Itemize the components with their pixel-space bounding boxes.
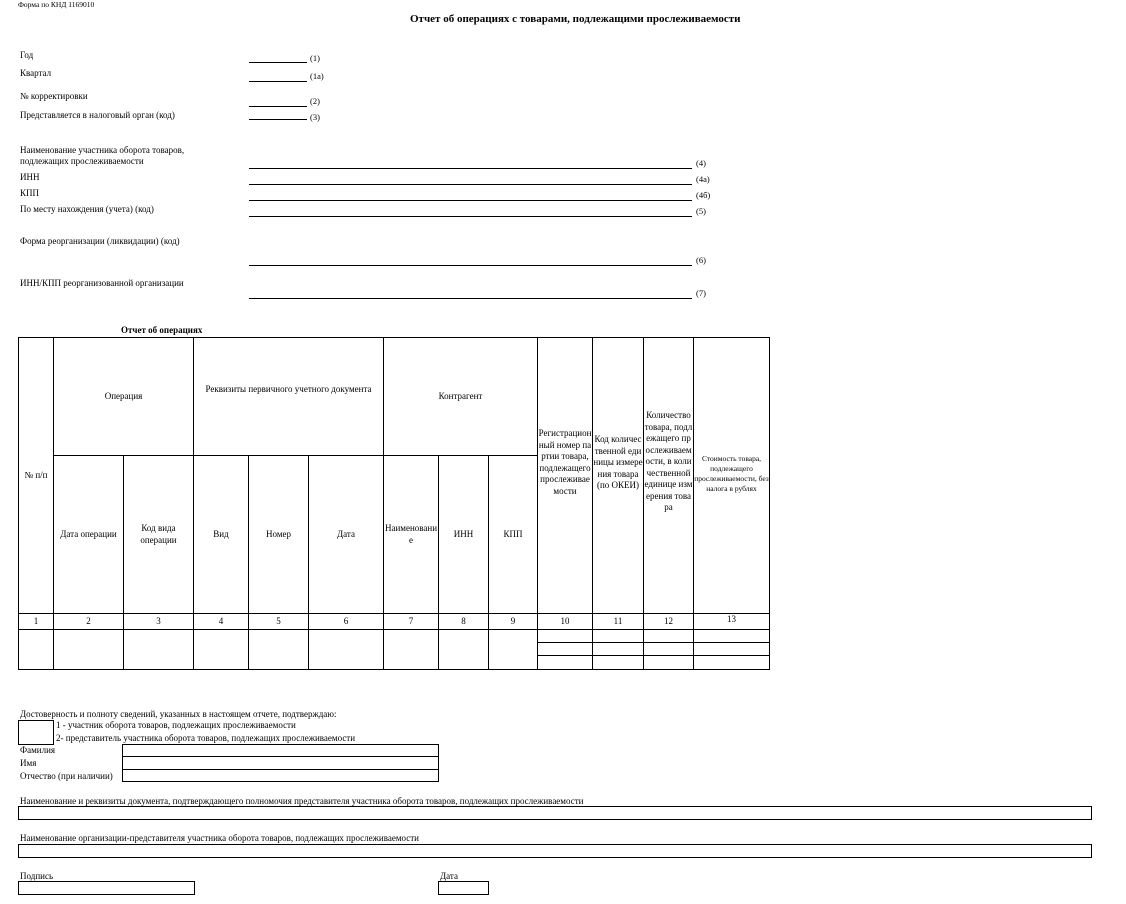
- col-number: 11: [593, 614, 644, 630]
- name-field[interactable]: [122, 756, 439, 770]
- table-cell[interactable]: [644, 656, 694, 670]
- table-cell[interactable]: [694, 656, 770, 670]
- reorg-code: (6): [696, 255, 706, 265]
- col-number: 13: [694, 614, 770, 630]
- authority-doc-label: Наименование и реквизиты документа, подтверждающего полномочия представителя участника оборота товаров, подлежащих прослеживаемости: [20, 796, 584, 806]
- col-number: 6: [309, 614, 384, 630]
- inn-code: (4а): [696, 174, 710, 184]
- table-cell[interactable]: [249, 630, 309, 670]
- table-cell[interactable]: [593, 656, 644, 670]
- form-code: Форма по КНД 1169010: [18, 0, 95, 9]
- document-group-header: Реквизиты первичного учетного документа: [194, 338, 384, 456]
- col-cp-name-header: Наименование: [384, 456, 439, 614]
- location-code: (5): [696, 206, 706, 216]
- table-cell[interactable]: [644, 630, 694, 643]
- col-number: 10: [538, 614, 593, 630]
- col-number: 12: [644, 614, 694, 630]
- column-numbers-row: [19, 614, 770, 630]
- tax-authority-code: (3): [310, 112, 320, 122]
- col-number: 9: [489, 614, 538, 630]
- col-okei-header: Код количественной единицы измерения товара (по ОКЕИ): [593, 338, 644, 614]
- table-cell[interactable]: [644, 643, 694, 656]
- representative-org-label: Наименование организации-представителя участника оборота товаров, подлежащих прослеживаемости: [20, 833, 419, 843]
- col-cp-inn-header: ИНН: [439, 456, 489, 614]
- date-field[interactable]: [438, 881, 489, 895]
- quarter-field[interactable]: [249, 81, 307, 82]
- col-np-header: № п/п: [19, 338, 54, 614]
- table-cell[interactable]: [194, 630, 249, 670]
- reorg-label: Форма реорганизации (ликвидации) (код): [20, 236, 180, 246]
- col-number: 5: [249, 614, 309, 630]
- date-label: Дата: [440, 871, 458, 881]
- col-doc-date-header: Дата: [309, 456, 384, 614]
- confirm-intro: Достоверность и полноту сведений, указанных в настоящем отчете, подтверждаю:: [20, 709, 337, 719]
- table-cell[interactable]: [593, 643, 644, 656]
- reorg-inn-field[interactable]: [249, 298, 692, 299]
- table-cell[interactable]: [19, 630, 54, 670]
- year-field[interactable]: [249, 62, 307, 63]
- table-cell[interactable]: [309, 630, 384, 670]
- participant-name-code: (4): [696, 158, 706, 168]
- kpp-field[interactable]: [249, 200, 692, 201]
- participant-name-label-2: подлежащих прослеживаемости: [20, 156, 144, 166]
- reorg-inn-code: (7): [696, 288, 706, 298]
- authority-doc-field[interactable]: [18, 806, 1092, 820]
- correction-code: (2): [310, 96, 320, 106]
- col-op-code-header: Код вида операции: [124, 456, 194, 614]
- quarter-label: Квартал: [20, 68, 52, 78]
- tax-authority-label: Представляется в налоговый орган (код): [20, 110, 175, 120]
- table-cell[interactable]: [694, 643, 770, 656]
- page-title: Отчет об операциях с товарами, подлежащими прослеживаемости: [410, 13, 741, 25]
- col-number: 3: [124, 614, 194, 630]
- patronymic-label: Отчество (при наличии): [20, 771, 113, 781]
- year-label: Год: [20, 50, 34, 60]
- operations-table: [18, 337, 770, 670]
- surname-label: Фамилия: [20, 745, 56, 755]
- col-reg-header: Регистрационный номер партии товара, подлежащего прослеживаемости: [538, 338, 593, 614]
- table-cell[interactable]: [694, 630, 770, 643]
- table-cell[interactable]: [124, 630, 194, 670]
- location-field[interactable]: [249, 216, 692, 217]
- table-cell[interactable]: [538, 656, 593, 670]
- table-caption: Отчет об операциях: [121, 325, 203, 335]
- table-cell[interactable]: [538, 630, 593, 643]
- signer-option-1: 1 - участник оборота товаров, подлежащих прослеживаемости: [56, 720, 296, 730]
- col-number: 4: [194, 614, 249, 630]
- correction-field[interactable]: [249, 106, 307, 107]
- representative-org-field[interactable]: [18, 844, 1092, 858]
- participant-name-label-1: Наименование участника оборота товаров,: [20, 145, 185, 155]
- table-cell[interactable]: [489, 630, 538, 670]
- counterparty-group-header: Контрагент: [384, 338, 538, 456]
- col-number: 8: [439, 614, 489, 630]
- col-number: 2: [54, 614, 124, 630]
- reorg-inn-label: ИНН/КПП реорганизованной организации: [20, 278, 184, 288]
- signer-option-2: 2- представитель участника оборота товаров, подлежащих прослеживаемости: [56, 733, 356, 743]
- col-cost-header: Стоимость товара, подлежащего прослеживаемости, без налога в рублях: [694, 338, 770, 614]
- col-cp-kpp-header: КПП: [489, 456, 538, 614]
- table-cell[interactable]: [538, 643, 593, 656]
- table-cell[interactable]: [593, 630, 644, 643]
- signature-field[interactable]: [18, 881, 195, 895]
- col-qty-header: Количество товара, подлежащего прослеживаемости, в количественной единице измерения товара: [644, 338, 694, 614]
- correction-label: № корректировки: [20, 91, 88, 101]
- year-code: (1): [310, 53, 320, 63]
- table-cell[interactable]: [384, 630, 439, 670]
- inn-label: ИНН: [20, 172, 40, 182]
- location-label: По месту нахождения (учета) (код): [20, 204, 154, 214]
- signature-label: Подпись: [20, 871, 54, 881]
- tax-authority-field[interactable]: [249, 119, 307, 120]
- col-number: 1: [19, 614, 54, 630]
- inn-field[interactable]: [249, 184, 692, 185]
- participant-name-field[interactable]: [249, 168, 692, 169]
- col-op-date-header: Дата операции: [54, 456, 124, 614]
- table-cell[interactable]: [54, 630, 124, 670]
- col-number: 7: [384, 614, 439, 630]
- patronymic-field[interactable]: [122, 769, 439, 782]
- table-cell[interactable]: [439, 630, 489, 670]
- quarter-code: (1а): [310, 71, 324, 81]
- kpp-code: (4б): [696, 190, 711, 200]
- signer-type-box[interactable]: [18, 720, 54, 745]
- col-doc-type-header: Вид: [194, 456, 249, 614]
- kpp-label: КПП: [20, 188, 40, 198]
- table-row: [19, 630, 770, 643]
- reorg-field[interactable]: [249, 265, 692, 266]
- operation-group-header: Операция: [54, 338, 194, 456]
- col-doc-num-header: Номер: [249, 456, 309, 614]
- name-label: Имя: [20, 758, 37, 768]
